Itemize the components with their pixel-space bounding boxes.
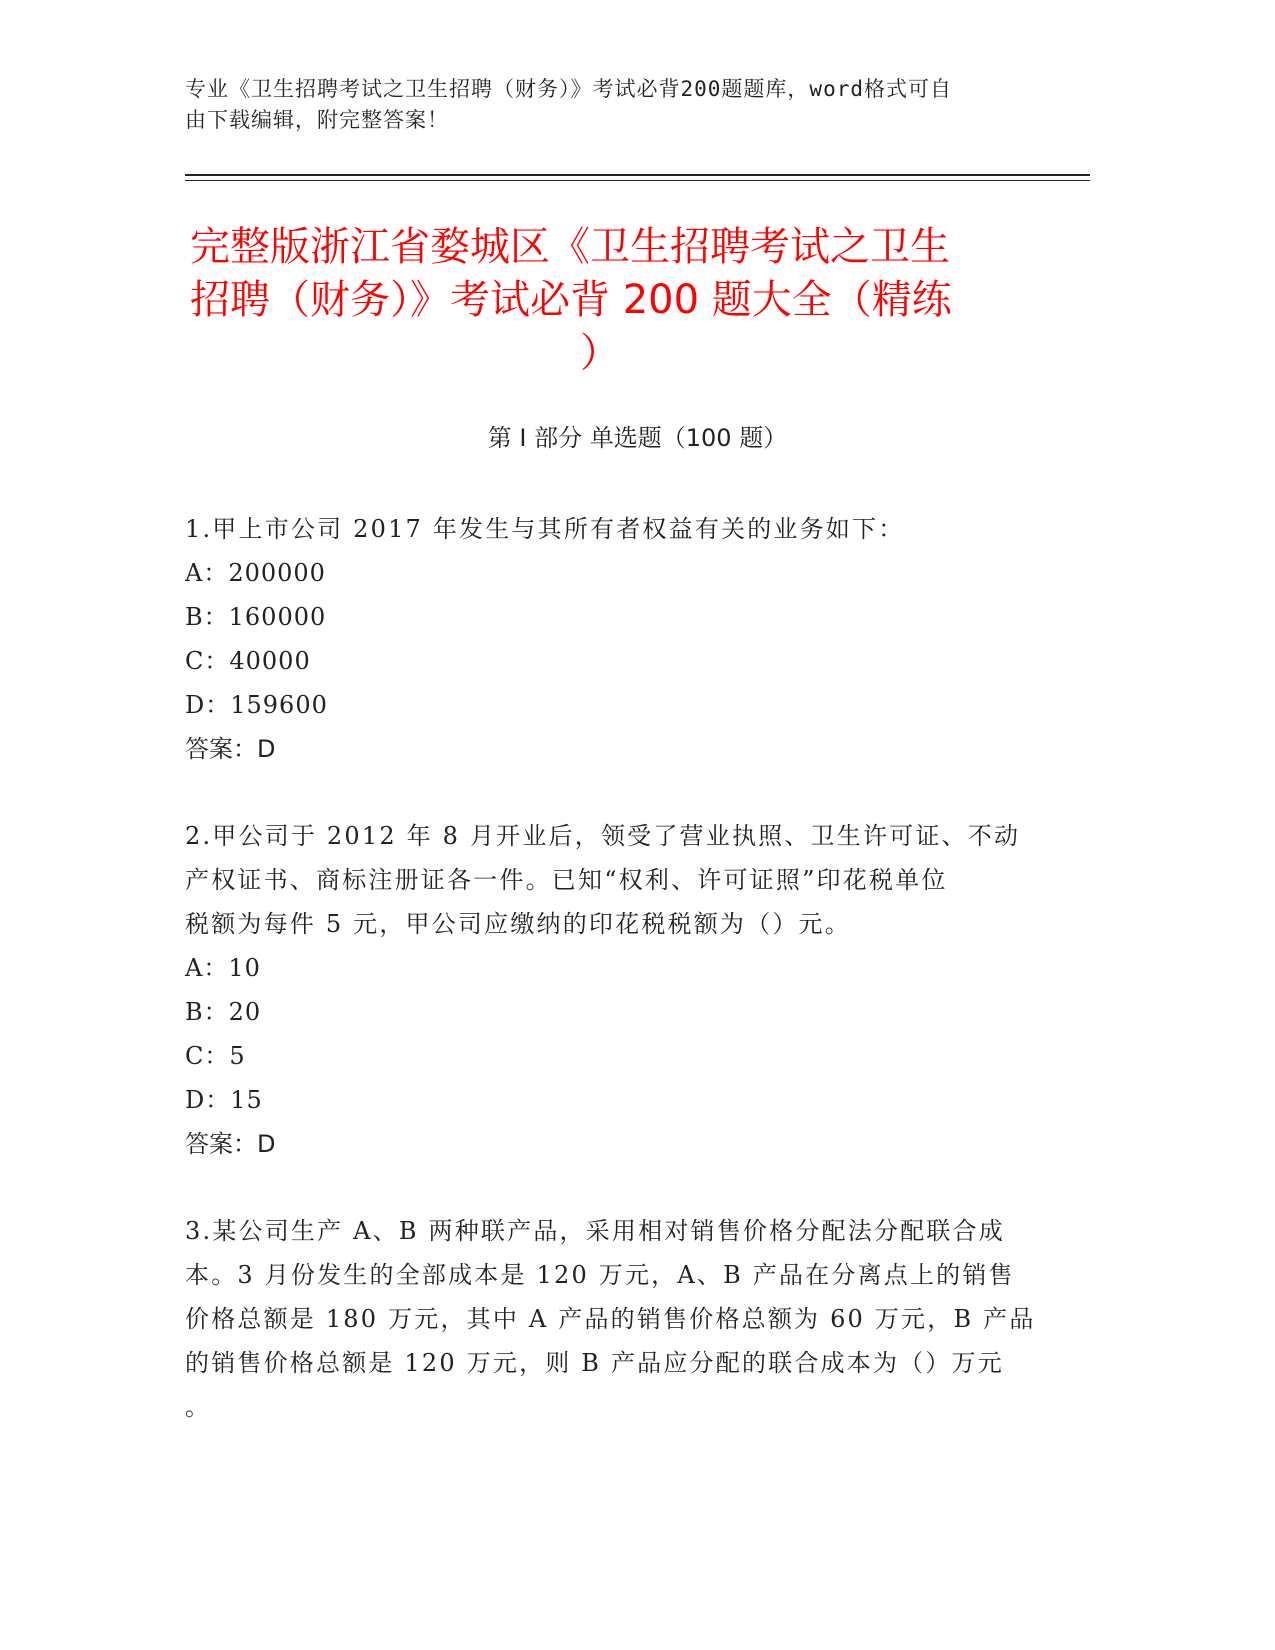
spacer xyxy=(185,1166,1065,1209)
question-text: 1.甲上市公司 2017 年发生与其所有者权益有关的业务如下： xyxy=(185,515,905,543)
option-b: B：20 xyxy=(185,998,262,1026)
option-a: A：10 xyxy=(185,954,261,982)
header-note-line: 由下载编辑，附完整答案！ xyxy=(185,108,449,132)
option-b: B：160000 xyxy=(185,603,327,631)
option-d: D：15 xyxy=(185,1086,263,1114)
question-text: 税额为每件 5 元，甲公司应缴纳的印花税税额为（）元。 xyxy=(185,910,851,938)
title-line: 完整版浙江省婺城区《卫生招聘考试之卫生 xyxy=(190,224,950,270)
title-line: 招聘（财务）》考试必背 200 题大全（精练 xyxy=(190,277,952,323)
question-1 xyxy=(185,507,1065,771)
question-text: 产权证书、商标注册证各一件。已知“权利、许可证照”印花税单位 xyxy=(185,866,948,894)
header-note-line: 专业《卫生招聘考试之卫生招聘（财务）》考试必背200题题库，word格式可自 xyxy=(185,77,952,101)
question-2 xyxy=(185,814,1065,1166)
question-3 xyxy=(185,1209,1065,1429)
document-title xyxy=(190,221,1085,380)
answer: 答案：D xyxy=(185,1130,276,1158)
answer: 答案：D xyxy=(185,735,276,763)
option-a: A：200000 xyxy=(185,559,326,587)
header-divider-thin xyxy=(185,180,1090,181)
question-text: 。 xyxy=(185,1393,212,1421)
spacer xyxy=(185,771,1065,814)
question-text: 价格总额是 180 万元，其中 A 产品的销售价格总额为 60 万元，B 产品 xyxy=(185,1305,1036,1333)
header-note xyxy=(185,74,1085,136)
section-heading: 第 I 部分 单选题（100 题） xyxy=(487,424,788,452)
question-text: 的销售价格总额是 120 万元，则 B 产品应分配的联合成本为（）万元 xyxy=(185,1349,1004,1377)
option-c: C：40000 xyxy=(185,647,311,675)
option-c: C：5 xyxy=(185,1042,246,1070)
question-text: 2.甲公司于 2012 年 8 月开业后，领受了营业执照、卫生许可证、不动 xyxy=(185,822,1021,850)
title-line: ） xyxy=(580,330,620,376)
question-text: 本。3 月份发生的全部成本是 120 万元，A、B 产品在分离点上的销售 xyxy=(185,1261,1015,1289)
option-d: D：159600 xyxy=(185,691,328,719)
header-divider xyxy=(185,174,1090,176)
question-list xyxy=(185,507,1065,1429)
question-text: 3.某公司生产 A、B 两种联产品，采用相对销售价格分配法分配联合成 xyxy=(185,1217,1005,1245)
